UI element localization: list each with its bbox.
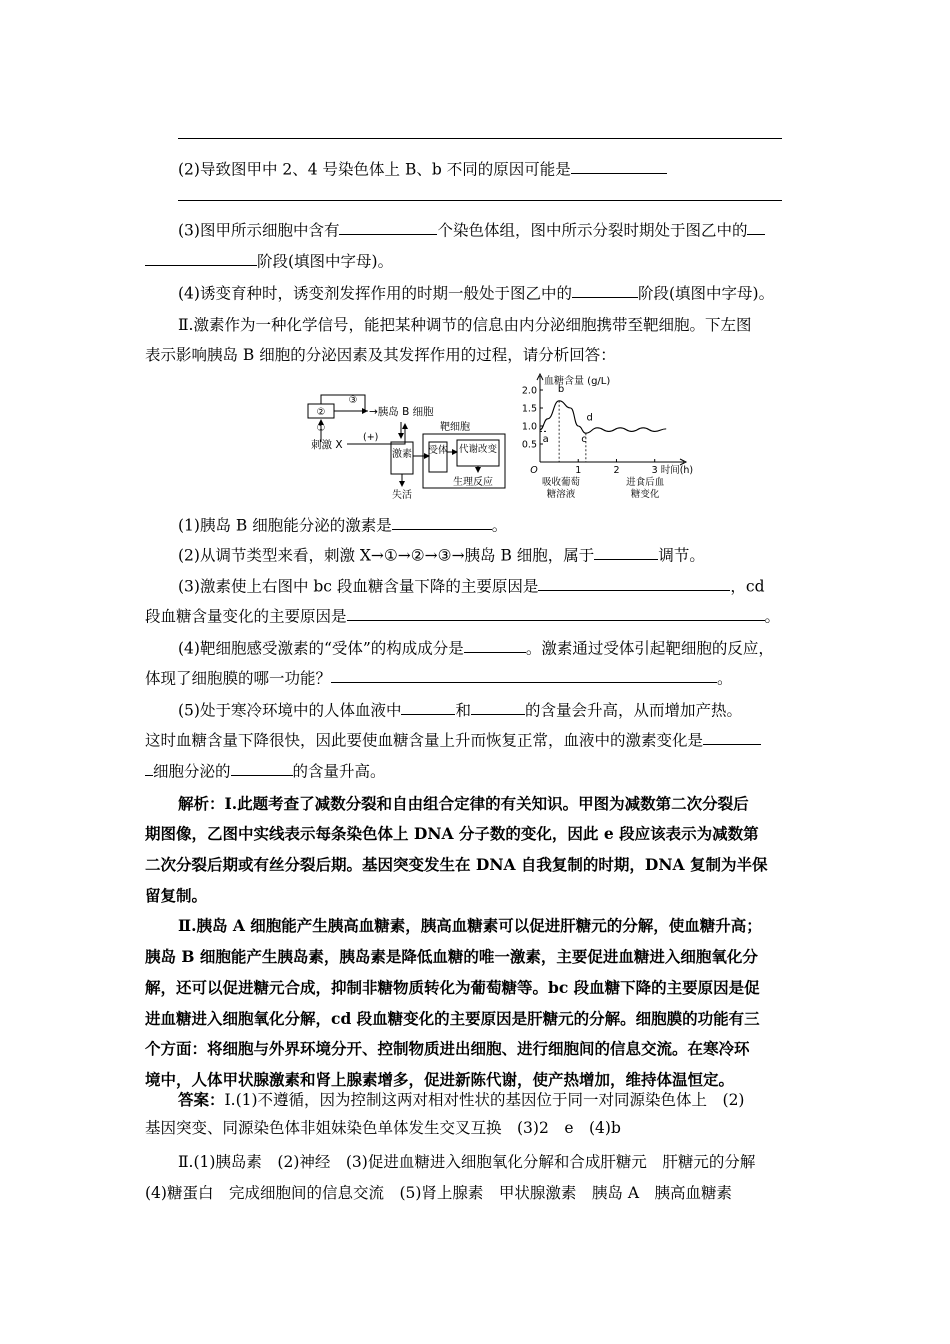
answer-blank [339,218,437,235]
annotation-right-line1: 进食后血 [626,477,665,488]
x-tick-label: O [530,465,538,476]
question-2: (2)导致图甲中 2、4 号染色体上 B、b 不同的原因可能是 [178,157,810,179]
point-label-b: b [557,383,565,395]
answer-blank [401,698,455,715]
circle-label-1: ① [316,423,326,434]
analysis-label: 解析： [178,794,225,813]
y-axis-label: 血糖含量 (g/L) [544,376,611,387]
answer-blank [145,249,257,266]
answer-blank [145,759,153,776]
answer-line-1: 答案：Ⅰ.(1)不遵循，因为控制这两对相对性状的基因位于同一对同源染色体上 (2) [178,1090,745,1109]
answer-blank-line [178,138,782,139]
answer-label: 答案： [178,1090,225,1109]
question-4: (4)诱变育种时，诱变剂发挥作用的时期一般处于图乙中的 阶段(填图中字母)。 [178,281,810,303]
answer-line-4: (4)糖蛋白 完成细胞间的信息交流 (5)肾上腺素 甲状腺激素 胰岛 A 胰高血糖素 [145,1184,733,1202]
analysis-line-3: 二次分裂后期或有丝分裂后期。基因突变发生在 DNA 自我复制的时期，DNA 复制为半保 [145,855,768,874]
analysis-line-6: 胰岛 B 细胞能产生胰岛素，胰岛素是降低血糖的唯一激素，主要促进血糖进入细胞氧化分 [145,947,758,966]
point-label-c: c [581,434,587,446]
y-tick-label: 2.0 [521,385,537,397]
analysis-line-10: 境中，人体甲状腺激素和肾上腺素增多，促进新陈代谢，使产热增加，维持体温恒定。 [145,1070,735,1089]
part2-intro-1: Ⅱ.激素作为一种化学信号，能把某种调节的信息由内分泌细胞携带至靶细胞。下左图 [178,316,752,334]
answer-blank [747,218,765,235]
answer-blank-line [178,200,782,201]
stimulus-label: 刺激 X [311,439,343,451]
answer-blank [331,666,717,683]
y-tick-label: 1.5 [521,403,537,415]
x-axis-label: 时间(h) [660,465,694,476]
analysis-line-4: 留复制。 [145,886,208,905]
analysis-line-9: 个方面：将细胞与外界环境分开、控制物质进出细胞、进行细胞间的信息交流。在寒冷环 [145,1039,750,1058]
part2-q4: (4)靶细胞感受激素的“受体”的构成成分是 。激素通过受体引起靶细胞的反应， [178,636,810,658]
part2-q2: (2)从调节类型来看，刺激 X→①→②→③→胰岛 B 细胞，属于 调节。 [178,543,810,565]
hormone-box-label: 激素 [392,449,412,460]
analysis-line-1: 解析：Ⅰ.此题考查了减数分裂和自由组合定律的有关知识。甲图为减数第二次分裂后 [178,794,749,813]
answer-blank [231,759,293,776]
answer-blank [538,574,730,591]
question-3-cont: 阶段(填图中字母)。 [145,249,810,271]
circle-label-3: ③ [348,395,358,406]
box-label-2: ② [316,407,326,418]
analysis-line-2: 期图像，乙图中实线表示每条染色体上 DNA 分子数的变化，因此 e 段应该表示为减数第 [145,824,759,843]
answer-blank [464,636,526,653]
answer-blank [594,543,658,560]
analysis-line-7: 解，还可以促进糖元合成，抑制非糖物质转化为葡萄糖等。bc 段血糖下降的主要原因是促 [145,978,760,997]
y-tick-label: 1.0 [521,421,537,433]
metabolism-label: 代谢改变 [458,444,498,455]
part2-q3: (3)激素使上右图中 bc 段血糖含量下降的主要原因是 ，cd [178,574,810,596]
answer-blank [347,604,765,621]
annotation-right-line2: 糖变化 [630,489,660,500]
answer-blank [703,728,761,745]
answer-blank [571,157,667,174]
answer-blank [392,513,492,530]
x-tick-label: 1 [575,465,582,476]
annotation-left-line1: 吸收葡萄 [542,477,581,488]
blood-glucose-chart [518,370,708,506]
part2-q3-cont: 段血糖含量变化的主要原因是 。 [145,604,810,626]
part2-q5: (5)处于寒冷环境中的人体血液中 和 的含量会升高，从而增加产热。 [178,698,810,720]
hormone-flow-diagram [305,390,515,502]
point-label-a: a [542,434,549,446]
point-label-d: d [586,412,593,424]
part2-q1: (1)胰岛 B 细胞能分泌的激素是 。 [178,513,810,535]
answer-line-3: Ⅱ.(1)胰岛素 (2)神经 (3)促进血糖进入细胞氧化分解和合成肝糖元 肝糖元的分解 [178,1153,756,1171]
answer-line-2: 基因突变、同源染色体非姐妹染色单体发生交叉互换 (3)2 e (4)b [145,1119,621,1137]
x-tick-label: 2 [613,465,620,476]
physiological-response-label: 生理反应 [453,477,493,488]
receptor-box-label: 受体 [428,445,448,456]
answer-blank [572,281,638,298]
part2-q4-cont: 体现了细胞膜的哪一功能？ 。 [145,666,810,688]
target-cell-label: 靶细胞 [440,422,470,433]
part2-q5-cont: 这时血糖含量下降很快，因此要使血糖含量上升而恢复正常，血液中的激素变化是 [145,728,810,750]
analysis-line-8: 进血糖进入细胞氧化分解，cd 段血糖变化的主要原因是肝糖元的分解。细胞膜的功能有三 [145,1009,760,1028]
inactivate-label: 失活 [392,490,412,501]
answer-blank [471,698,525,715]
question-3: (3)图甲所示细胞中含有 个染色体组，图中所示分裂时期处于图乙中的 [178,218,810,240]
islet-b-cell-label: →胰岛 B 细胞 [369,406,434,418]
annotation-left-line2: 糖溶液 [546,489,576,500]
positive-sign: (+) [363,432,379,443]
y-tick-label: 0.5 [521,439,537,451]
part2-intro-2: 表示影响胰岛 B 细胞的分泌因素及其发挥作用的过程，请分析回答： [145,346,616,364]
part2-q5-cont2: 细胞分泌的 的含量升高。 [145,759,810,781]
x-tick-label: 3 [651,465,658,476]
analysis-line-5: Ⅱ.胰岛 A 细胞能产生胰高血糖素，胰高血糖素可以促进肝糖元的分解，使血糖升高； [178,916,762,935]
